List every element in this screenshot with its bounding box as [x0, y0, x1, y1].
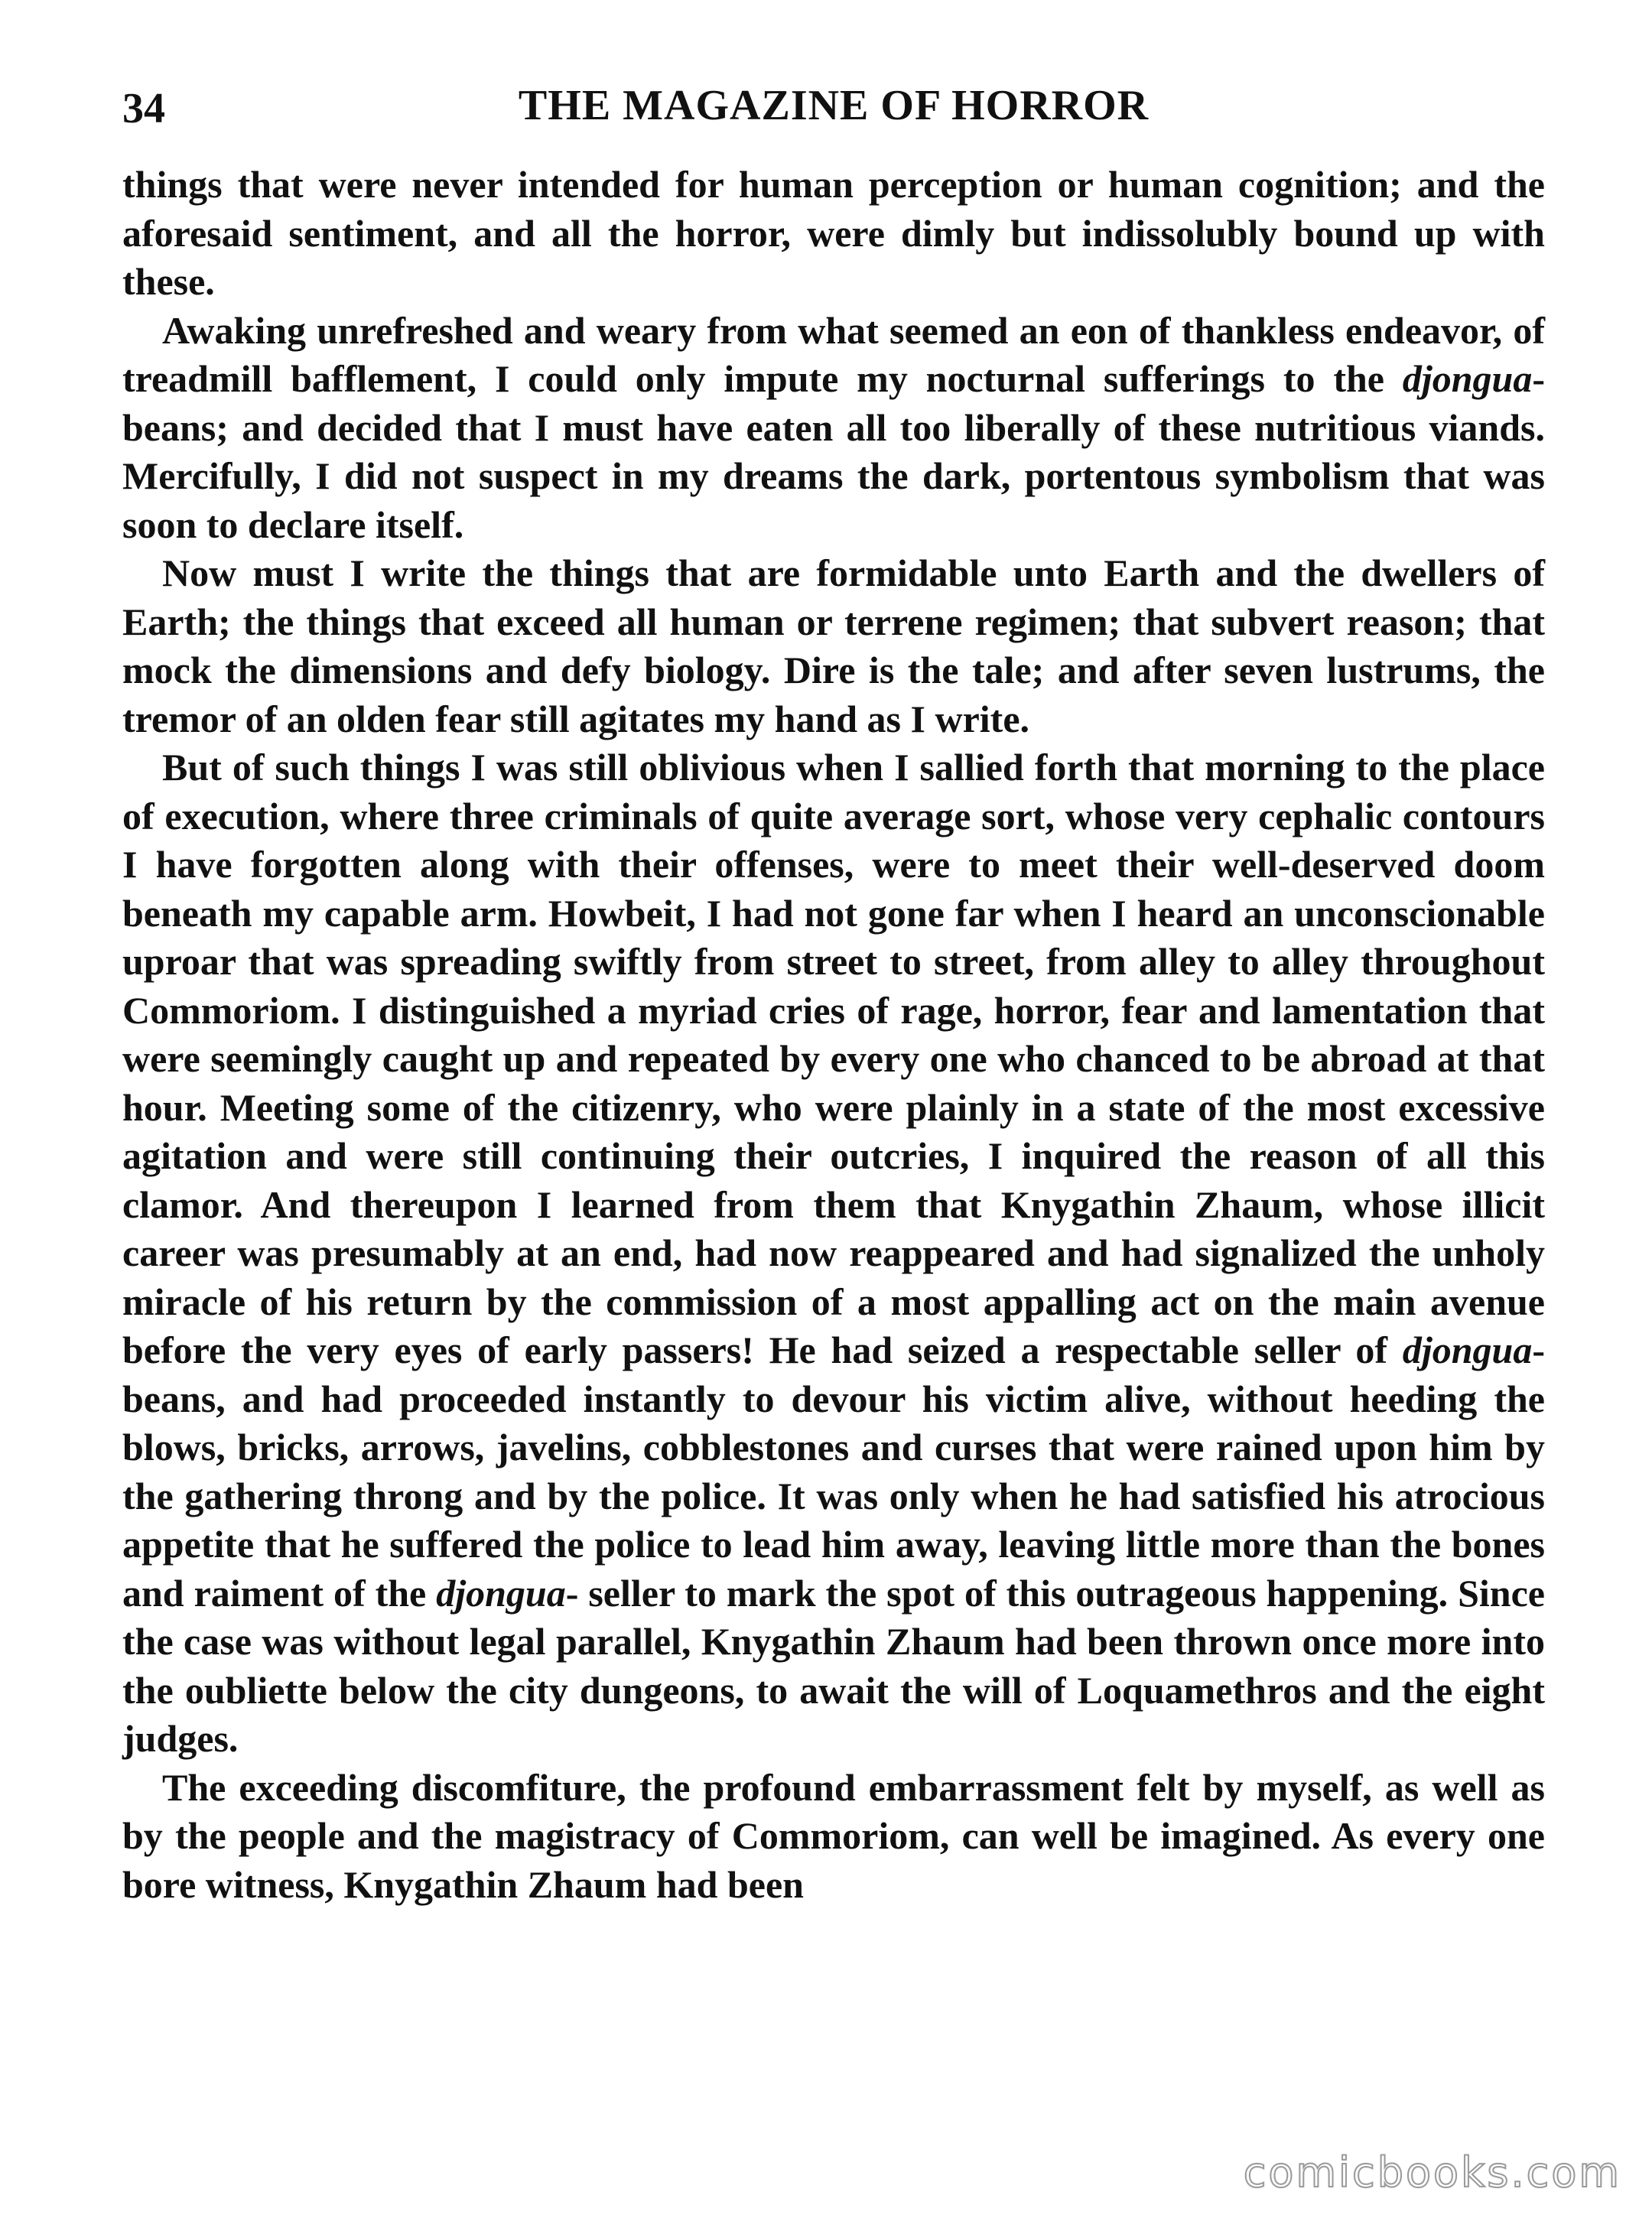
paragraph-5: The exceeding discomfiture, the profound embarrassment felt by myself, as well as by the people and the magistracy of Commoriom, can well be imagined. As every one bore witness, Knygathin Zhaum had been — [122, 1765, 1545, 1906]
watermark: comicbooks.com — [1243, 2148, 1621, 2197]
italic-word: djongua — [1402, 1329, 1533, 1371]
italic-word: djongua — [436, 1571, 566, 1615]
paragraph-2: Awaking unrefreshed and weary from what seemed an eon of thankless endeavor, of treadmill bafflement, I could only impute my nocturnal sufferings to the djongua-beans; and decided that I must have eaten all too liberally of these nutritious viands. Mercifully, I did not suspect in my dreams the dark, portentous symbolism that was soon to declare itself. — [122, 308, 1545, 546]
body-text — [122, 161, 1545, 1909]
paragraph-3: Now must I write the things that are formidable unto Earth and the dwellers of Earth; the things that exceed all human or terrene regimen; that subvert reason; that mock the dimensions and defy biology. Dire is the tale; and after seven lustrums, the tremor of an olden fear still agitates my hand as I write. — [122, 551, 1545, 740]
italic-word: djongua — [1402, 357, 1533, 400]
page-header — [122, 76, 1545, 161]
page-number: 34 — [122, 85, 165, 132]
running-head: THE MAGAZINE OF HORROR — [518, 82, 1150, 129]
book-page — [122, 76, 1545, 2157]
paragraph-1: things that were never intended for human perception or human cognition; and the aforesaid sentiment, and all the horror, were dimly but indissolubly bound up with these. — [122, 163, 1545, 303]
paragraph-4: But of such things I was still oblivious when I sallied forth that morning to the place of execution, where three criminals of quite average sort, whose very cephalic contours I have forgotten along with their offenses, were to meet their well-deserved doom beneath my capable arm. Howbeit, I had not gone far when I heard an unconscionable uproar that was spreading swiftly from street to street, from alley to alley throughout Commoriom. I distinguished a myriad cries of rage, horror, fear and lamentation that were seemingly caught up and repeated by every one who chanced to be abroad at that hour. Meeting some of the citizenry, who were plainly in a state of the most excessive agitation and were still continuing their outcries, I inquired the reason of all this clamor. And thereupon I learned from them that Knygathin Zhaum, whose illicit career was presumably at an end, had now reappeared and had signalized the unholy miracle of his return by the commission of a most appalling act on the main avenue before the very eyes of early passers! He had seized a respectable seller of djongua-beans, and had proceeded instantly to devour his victim alive, without heeding the blows, bricks, arrows, javelins, cobblestones and curses that were rained upon him by the gathering throng and by the police. It was only when he had satisfied his atrocious appetite that he suffered the police to lead him away, leaving little more than the bones and raiment of the djongua- seller to mark the spot of this outrageous happening. Since the case was without legal parallel, Knygathin Zhaum had been thrown once more into the oubliette below the city dungeons, to await the will of Loquamethros and the eight judges. — [122, 746, 1545, 1760]
